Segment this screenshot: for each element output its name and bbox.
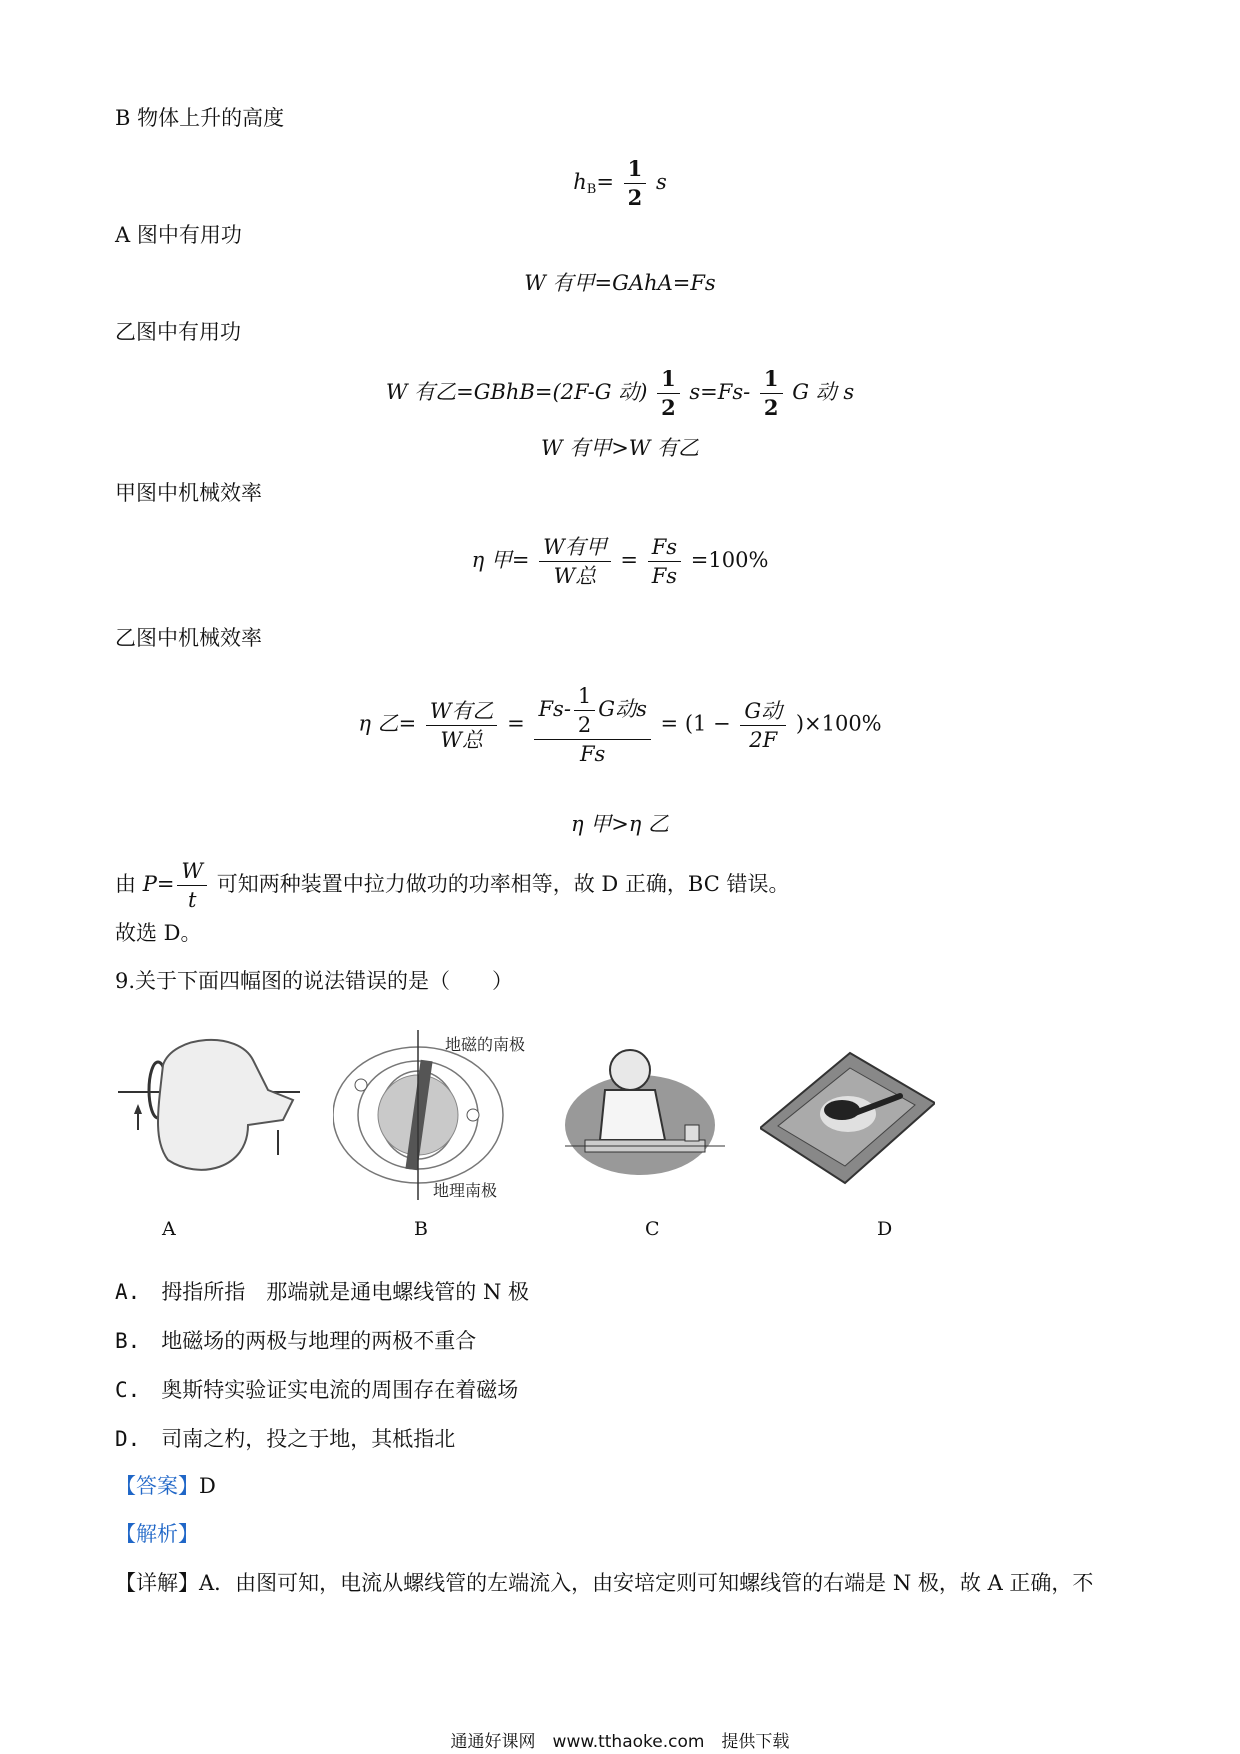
text-jia-eff: 甲图中机械效率 <box>115 481 262 505</box>
fig-label-c: C <box>645 1218 660 1240</box>
formula-wb: W 有乙=GBhB=(2F-G 动) $\frac{1}{2}$ s=Fs- $\frac{1}{2}$ G 动 s <box>385 366 855 420</box>
formula-cmp1: W 有甲>W 有乙 <box>540 436 700 460</box>
text-power: 由 P= $\frac{W}{t}$ 可知两种装置中拉力做功的功率相等，故 D 正确，BC 错误。 <box>115 859 790 912</box>
analysis-line: 【解析】 <box>115 1522 199 1546</box>
option-b: B. 地磁场的两极与地理的两极不重合 <box>115 1329 477 1353</box>
text-yi-eff: 乙图中机械效率 <box>115 626 262 650</box>
answer-line: 【答案】D <box>115 1474 216 1498</box>
question-stem: 9.关于下面四幅图的说法错误的是（ ） <box>115 969 514 993</box>
figure-c-oersted <box>565 1030 725 1180</box>
fig-label-b: B <box>414 1218 428 1240</box>
formula-cmp2: η 甲>η 乙 <box>570 812 670 836</box>
text-b-height: B 物体上升的高度 <box>115 106 285 130</box>
formula-eta-yi: η 乙= $\frac{\text{W有乙}}{\text{W总}}$ = Fs- $\frac{1}{2}$ G动s Fs = (1 − $\frac{\text{G动}}{2F}$ )×100% <box>358 684 882 766</box>
option-c: C. 奥斯特实验证实电流的周围存在着磁场 <box>115 1378 519 1402</box>
text-a-useful: A 图中有用功 <box>115 223 242 247</box>
figure-d-sinan <box>760 1048 935 1188</box>
text-yi-useful: 乙图中有用功 <box>115 320 241 344</box>
formula-hb: $h_B=$ $\frac{1}{2}$ s <box>573 156 667 210</box>
detail-line: 【详解】A．由图可知，电流从螺线管的左端流入，由安培定则可知螺线管的右端是 N 极，故 A 正确，不 <box>115 1571 1094 1595</box>
figure-a-solenoid-hand <box>118 1030 300 1200</box>
option-a: A. 拇指所指 那端就是通电螺线管的 N 极 <box>115 1280 530 1304</box>
fig-b-label-top: 地磁的南极 <box>445 1035 526 1054</box>
figure-b-earth-magnet <box>333 1030 543 1200</box>
fig-label-a: A <box>162 1218 176 1240</box>
fig-b-label-bottom: 地理南极 <box>433 1181 498 1200</box>
fig-label-d: D <box>877 1218 893 1240</box>
text-choose: 故选 D。 <box>115 921 202 945</box>
page-footer: 通通好课网 www.tthaoke.com 提供下载 <box>450 1732 790 1752</box>
formula-wa: W 有甲=GAhA=Fs <box>524 271 716 295</box>
option-d: D. 司南之杓，投之于地，其柢指北 <box>115 1427 456 1451</box>
formula-eta-jia: η 甲= $\frac{\text{W有甲}}{\text{W总}}$ = $\frac{Fs}{Fs}$ =100% <box>471 535 769 588</box>
